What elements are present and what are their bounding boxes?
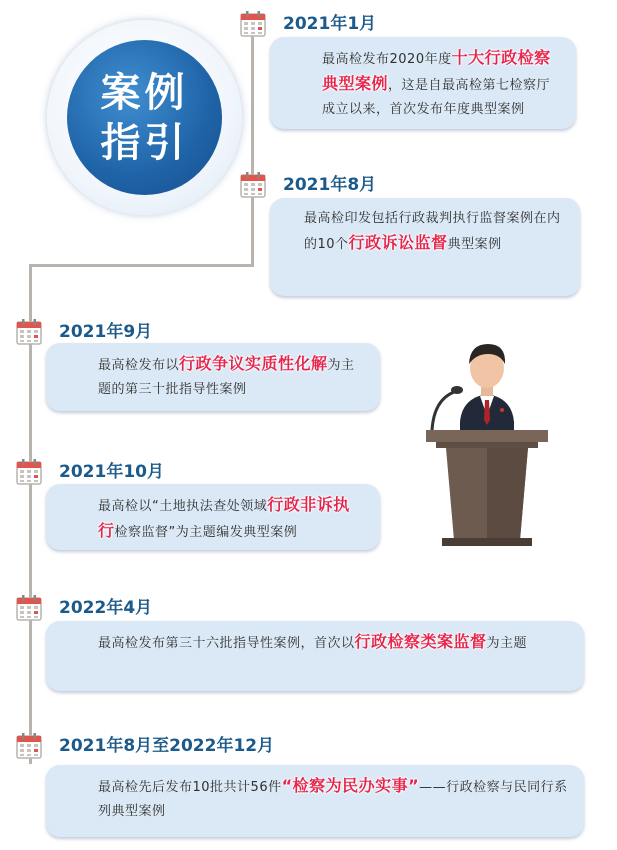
timeline-connector	[29, 264, 254, 267]
event-date: 2021年9月	[59, 322, 153, 342]
event-date: 2021年1月	[283, 14, 377, 34]
event-date: 2021年8月至2022年12月	[59, 736, 275, 756]
calendar-icon	[16, 733, 42, 759]
calendar-icon	[16, 459, 42, 485]
event-highlight: 行政争议实质性化解	[179, 354, 328, 373]
event-highlight: 行政检察类案监督	[354, 632, 487, 651]
event-card	[46, 765, 584, 837]
event-text: 最高检先后发布10批共计56件	[98, 780, 282, 795]
event-highlight: “检察为民办实事”	[281, 776, 420, 795]
event-text: 最高检发布2020年度	[322, 52, 452, 67]
event-text: 最高检印发包括行政裁判执行监督案例在内的10个	[304, 211, 561, 252]
badge-title-line1: 案例	[100, 70, 189, 116]
event-text: 为主题的第三十批指导性案例	[98, 358, 355, 397]
calendar-icon	[16, 319, 42, 345]
event-text: 典型案例	[447, 237, 502, 252]
timeline-line-upper	[251, 35, 254, 267]
calendar-icon	[16, 595, 42, 621]
event-card	[270, 198, 580, 296]
event-text: 最高检发布以	[98, 358, 180, 373]
event-highlight: 十大行政检察典型案例	[322, 48, 551, 93]
event-text: 为主题	[486, 636, 528, 651]
event-text: ——行政检察与民同行系列典型案例	[98, 780, 568, 819]
event-card	[270, 37, 576, 129]
event-date: 2022年4月	[59, 598, 153, 618]
badge-circle	[67, 40, 222, 195]
calendar-icon	[240, 11, 266, 37]
event-date: 2021年8月	[283, 175, 377, 195]
event-card	[46, 621, 584, 691]
event-text: 最高检以“土地执法查处领域	[98, 499, 268, 514]
case-guide-badge	[47, 20, 242, 215]
event-text: 检察监督”为主题编发典型案例	[114, 525, 298, 540]
speaker-podium-illustration	[412, 330, 562, 550]
calendar-icon	[240, 172, 266, 198]
event-text: ，这是自最高检第七检察厅成立以来，首次发布年度典型案例	[322, 78, 551, 117]
event-highlight: 行政非诉执行	[98, 495, 350, 540]
event-date: 2021年10月	[59, 462, 164, 482]
event-highlight: 行政诉讼监督	[348, 233, 448, 252]
event-card	[46, 343, 380, 411]
event-card	[46, 484, 380, 550]
badge-title-line2: 指引	[100, 120, 189, 166]
event-text: 最高检发布第三十六批指导性案例，首次以	[98, 636, 355, 651]
